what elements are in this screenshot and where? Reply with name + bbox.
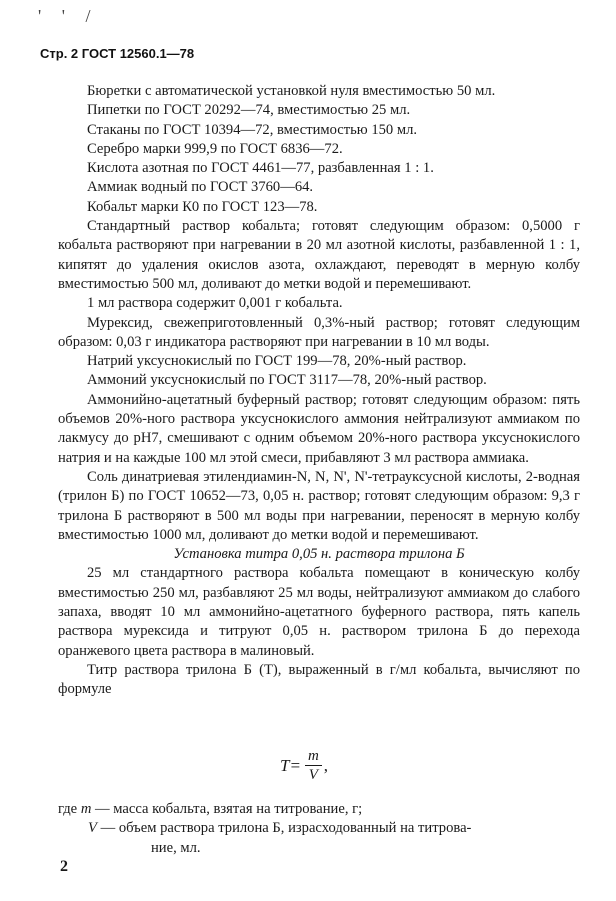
formula-legend (58, 800, 580, 858)
paragraph: Аммиак водный по ГОСТ 3760—64. (87, 179, 314, 196)
titer-formula (280, 747, 328, 784)
paragraph: Кобальт марки К0 по ГОСТ 123—78. (87, 198, 318, 215)
legend-item (88, 820, 471, 836)
paragraph-group-2 (58, 564, 580, 699)
formula-numerator: m (305, 747, 322, 766)
paragraph: Натрий уксуснокислый по ГОСТ 199—78, 20%-ный раствор. (87, 353, 467, 370)
paragraph: Бюретки с автоматической установкой нуля вместимостью 50 мл. (87, 83, 496, 99)
legend-item (81, 800, 362, 819)
legend-continuation: ние, мл. (151, 839, 201, 856)
legend-symbol: V (88, 820, 97, 837)
formula-lhs: T= (280, 755, 301, 775)
paragraph: 25 мл стандартного раствора кобальта помещают в коническую колбу вместимостью 250 мл, разбавляют 25 мл воды, нейтрализуют аммиаком до слабого запаха, вводят 10 мл аммонийно-ацетатного буферного раствора, пять капель раствора мурексида и титруют 0,05 н. раствором трилона Б до перехода оранжевого цвета раствора в малиновый. (58, 565, 580, 659)
paragraph: Стаканы по ГОСТ 10394—72, вместимостью 150 мл. (87, 121, 418, 138)
margin-marks: ' ' / (38, 6, 99, 26)
formula-fraction (305, 747, 322, 784)
paragraph: Кислота азотная по ГОСТ 4461—77, разбавленная 1 : 1. (87, 160, 434, 177)
legend-lead: где (58, 801, 81, 817)
document-body (58, 82, 580, 700)
page-header: Стр. 2 ГОСТ 12560.1—78 (40, 46, 195, 61)
legend-row (58, 800, 580, 819)
paragraph: Мурексид, свежеприготовленный 0,3%-ный раствор; готовят следующим образом: 0,03 г индикатора растворяют при нагревании в 10 мл воды. (58, 314, 580, 350)
legend-text: — масса кобальта, взятая на титрование, г; (91, 801, 363, 817)
legend-row (58, 819, 580, 858)
paragraph: Пипетки по ГОСТ 20292—74, вместимостью 25 мл. (87, 102, 411, 119)
formula-suffix: , (323, 755, 329, 775)
paragraph: 1 мл раствора содержит 0,001 г кобальта. (87, 295, 343, 312)
paragraph: Серебро марки 999,9 по ГОСТ 6836—72. (87, 140, 343, 157)
paragraph: Соль динатриевая этилендиамин-N, N, N', N'-тетрауксусной кислоты, 2-водная (трилон Б) по ГОСТ 10652—73, 0,05 н. раствор; готовят следующим образом: 9,3 г трилона Б растворяют в 500 мл воды при нагревании, переносят в мерную колбу вместимостью 1000 мл, доливают до метки водой и перемешивают. (58, 468, 580, 543)
page-number: 2 (60, 858, 68, 875)
paragraph: Стандартный раствор кобальта; готовят следующим образом: 0,5000 г кобальта растворяют при нагревании в 20 мл азотной кислоты, разбавленной 1 : 1, кипятят до удаления окислов азота, охлаждают, переводят в мерную колбу вместимостью 500 мл, доливают до метки водой и перемешивают. (58, 218, 580, 292)
legend-text: — объем раствора трилона Б, израсходованный на титрова- (96, 820, 472, 837)
section-subheading: Установка титра 0,05 н. раствора трилона Б (173, 546, 465, 563)
paragraph: Аммонийно-ацетатный буферный раствор; готовят следующим образом: пять объемов 20%-ного раствора уксуснокислого аммония нейтрализуют аммиаком по лакмусу до рН7, смешивают с одним объемом 20%-ного раствора уксуснокислого натрия и на каждые 100 мл этой смеси, прибавляют 3 мл раствора аммиака. (58, 391, 580, 466)
paragraph-group-1 (58, 82, 580, 545)
paragraph: Аммоний уксуснокислый по ГОСТ 3117—78, 20%-ный раствор. (87, 372, 487, 389)
paragraph: Титр раствора трилона Б (T), выраженный в г/мл кобальта, вычисляют по формуле (58, 661, 580, 698)
formula-denominator: V (308, 767, 318, 783)
legend-symbol: m (80, 801, 92, 817)
